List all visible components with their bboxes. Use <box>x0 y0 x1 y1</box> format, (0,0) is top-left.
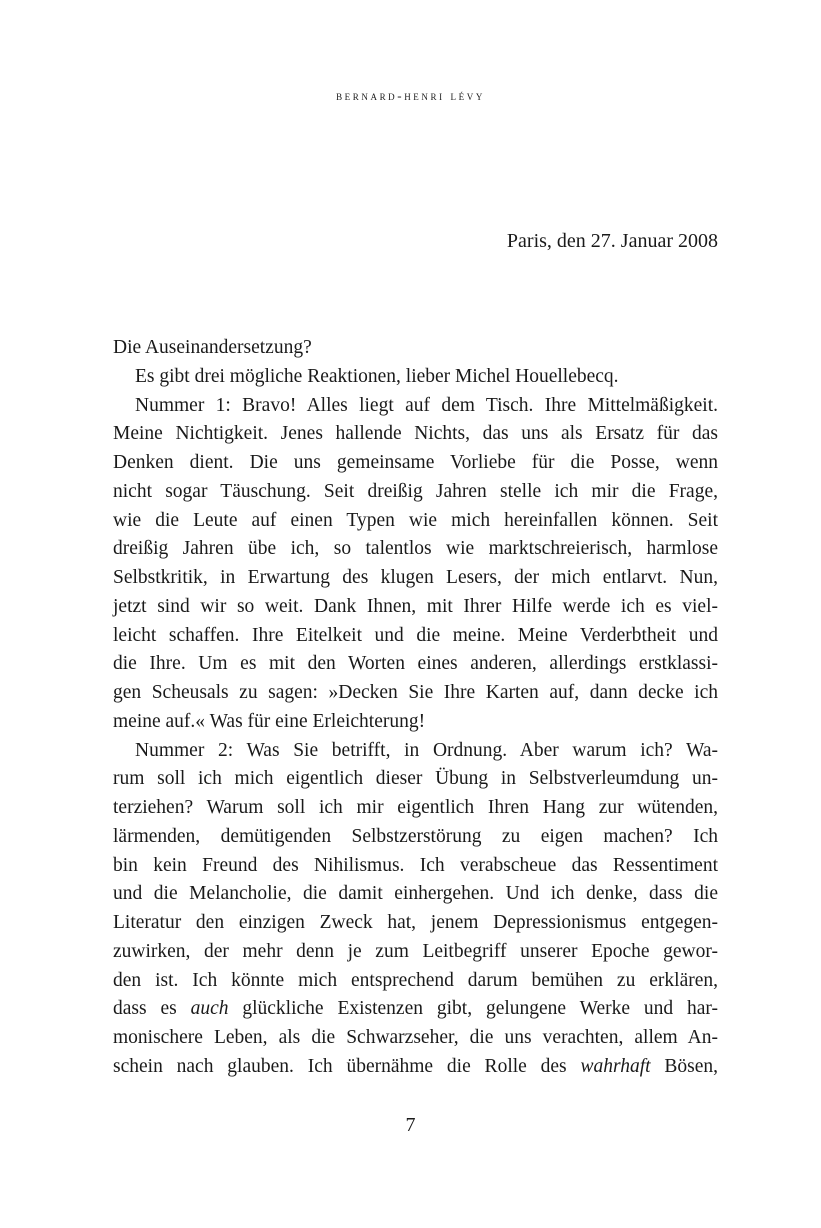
text-line <box>113 909 718 938</box>
text-line <box>113 852 718 881</box>
running-head-text: bernard-henri lévy <box>336 88 485 103</box>
text-line <box>113 995 718 1024</box>
text-line <box>113 1024 718 1053</box>
text-line <box>113 392 718 421</box>
text-line <box>113 880 718 909</box>
text-line <box>113 535 718 564</box>
text-line <box>113 794 718 823</box>
text-segment: jetzt sind wir so weit. Dank Ihnen, mit Ihrer Hilfe werde ich es viel- <box>113 595 718 617</box>
body-text <box>113 334 718 1082</box>
text-segment: monischere Leben, als die Schwarzseher, die uns verachten, allem An- <box>113 1027 718 1048</box>
text-segment: zuwirken, der mehr denn je zum Leitbegriff unserer Epoche gewor- <box>113 940 718 962</box>
text-segment: Meine Nichtigkeit. Jenes hallende Nichts, das uns als Ersatz für das <box>113 423 718 445</box>
text-line <box>113 967 718 996</box>
text-line <box>113 564 718 593</box>
text-segment: meine auf.« Was für eine Erleichterung! <box>113 710 426 732</box>
text-segment: Nummer 2: Was Sie betrifft, in Ordnung. Aber warum ich? Wa- <box>135 739 718 761</box>
text-line <box>113 449 718 478</box>
text-segment: schein nach glauben. Ich übernähme die Rolle des <box>113 1055 581 1077</box>
text-line <box>113 478 718 507</box>
text-line <box>113 334 718 363</box>
text-segment: leicht schaffen. Ihre Eitelkeit und die meine. Meine Verderbtheit und <box>113 624 718 646</box>
text-segment: Nummer 1: Bravo! Alles liegt auf dem Tisch. Ihre Mittelmäßigkeit. <box>135 394 718 416</box>
dateline: Paris, den 27. Januar 2008 <box>506 230 718 252</box>
text-line <box>113 650 718 679</box>
text-segment: den ist. Ich könnte mich entsprechend darum bemühen zu erklären, <box>113 969 718 991</box>
text-segment: rum soll ich mich eigentlich dieser Übung in Selbstverleumdung un- <box>113 768 718 790</box>
text-segment: und die Melancholie, die damit einhergehen. Und ich denke, dass die <box>113 883 718 905</box>
text-line <box>113 507 718 536</box>
text-line <box>113 622 718 651</box>
text-segment: die Ihre. Um es mit den Worten eines anderen, allerdings erstklassi- <box>113 653 718 675</box>
text-line <box>113 938 718 967</box>
text-segment: Literatur den einzigen Zweck hat, jenem Depressionismus entgegen- <box>113 912 718 933</box>
text-line <box>113 593 718 622</box>
text-line <box>113 363 718 392</box>
text-line <box>113 420 718 449</box>
text-segment: Denken dient. Die uns gemeinsame Vorliebe für die Posse, wenn <box>113 452 718 473</box>
text-segment: nicht sogar Täuschung. Seit dreißig Jahren stelle ich mir die Frage, <box>113 480 718 502</box>
text-line <box>113 679 718 708</box>
running-head <box>0 88 821 104</box>
page-number: 7 <box>405 1114 416 1136</box>
italic-text: auch <box>190 998 229 1020</box>
text-line <box>113 765 718 794</box>
text-segment: gen Scheusals zu sagen: »Decken Sie Ihre Karten auf, dann decke ich <box>113 682 718 703</box>
text-segment: Bösen, <box>650 1055 719 1077</box>
italic-text: wahrhaft <box>580 1055 651 1077</box>
text-segment: Die Auseinandersetzung? <box>113 337 312 358</box>
text-segment: dreißig Jahren übe ich, so talentlos wie marktschreierisch, harmlose <box>113 538 718 560</box>
text-segment: bin kein Freund des Nihilismus. Ich verabscheue das Ressentiment <box>113 854 718 876</box>
text-segment: Es gibt drei mögliche Reaktionen, lieber Michel Houellebecq. <box>135 365 619 387</box>
text-line <box>113 708 718 737</box>
text-segment: Selbstkritik, in Erwartung des klugen Lesers, der mich entlarvt. Nun, <box>113 567 718 588</box>
text-segment: wie die Leute auf einen Typen wie mich hereinfallen können. Seit <box>113 509 718 531</box>
text-segment: dass es <box>113 998 191 1020</box>
text-line <box>113 1053 718 1082</box>
text-segment: lärmenden, demütigenden Selbstzerstörung zu eigen machen? Ich <box>113 825 718 847</box>
text-segment: terziehen? Warum soll ich mir eigentlich Ihren Hang zur wütenden, <box>113 797 718 818</box>
text-line <box>113 823 718 852</box>
text-segment: glückliche Existenzen gibt, gelungene Werke und har- <box>228 998 718 1020</box>
text-line <box>113 737 718 766</box>
